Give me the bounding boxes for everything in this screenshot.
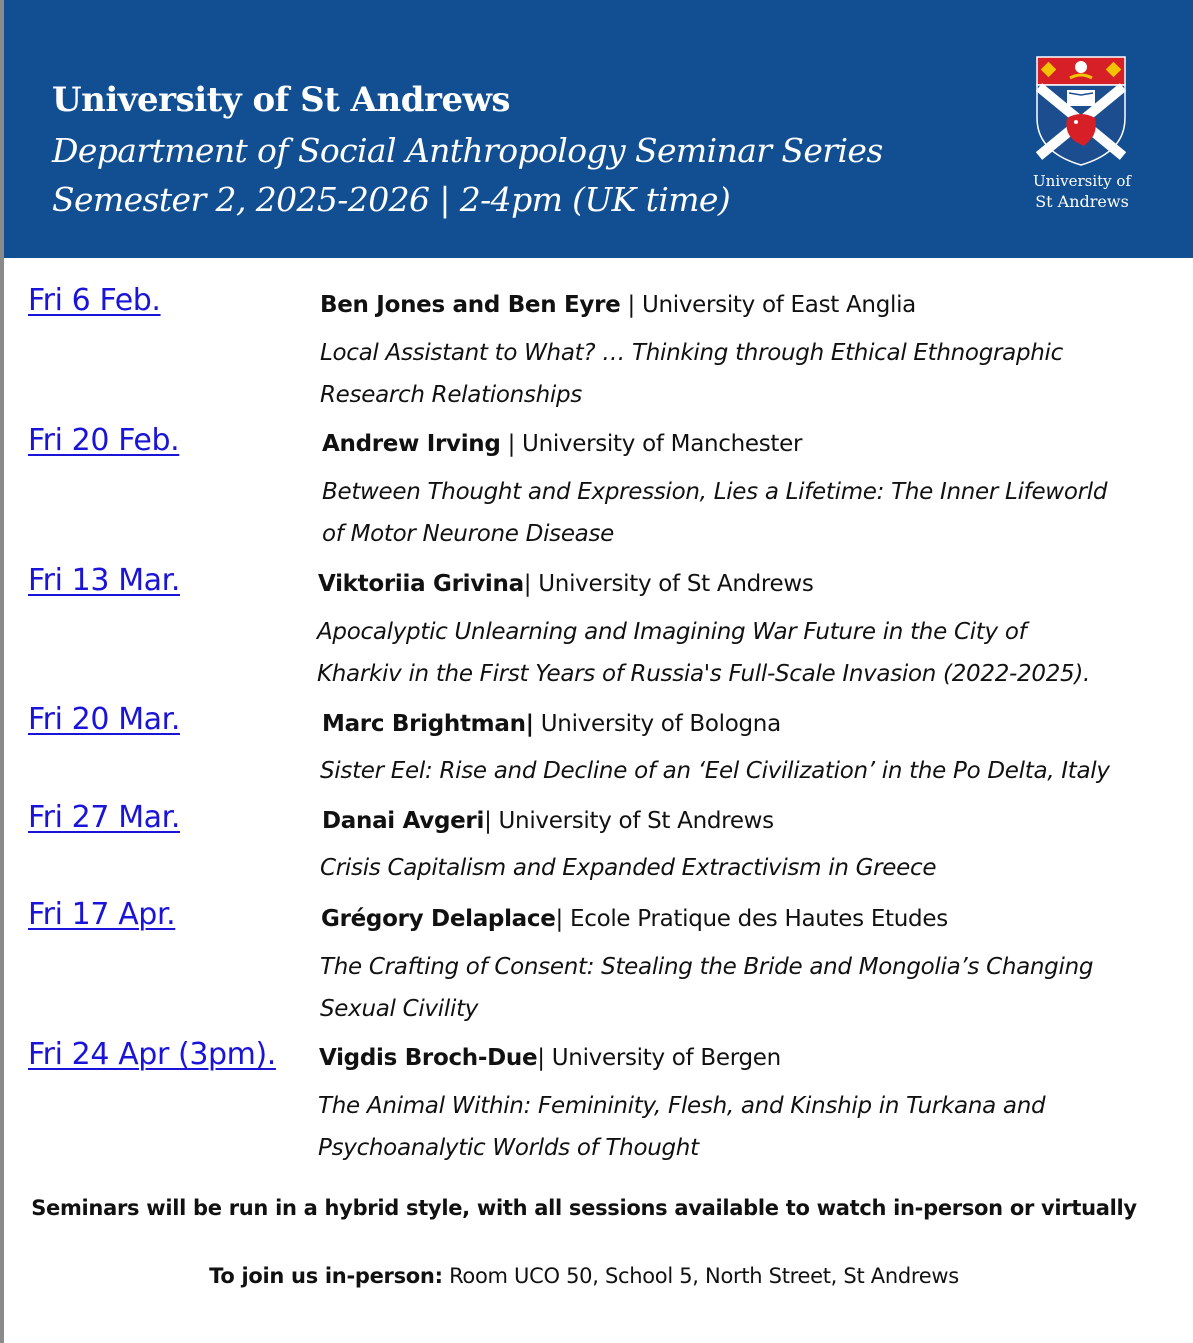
speaker-affiliation: | University of Bergen	[537, 1045, 781, 1071]
seminar-title	[317, 611, 1090, 695]
seminar-title	[320, 332, 1063, 416]
speaker-name: Grégory Delaplace	[321, 906, 556, 932]
speaker-name: Ben Jones and Ben Eyre	[320, 292, 621, 318]
crest-caption-line-1: University of	[1033, 172, 1131, 190]
title-line: Sexual Civility	[320, 996, 479, 1022]
speaker-name: Vigdis Broch-Due	[319, 1045, 538, 1071]
join-in-person-line	[4, 1264, 1164, 1288]
seminar-title	[320, 946, 1093, 1030]
seminar-speaker-line	[322, 711, 781, 737]
speaker-name: Andrew Irving	[322, 431, 501, 457]
seminar-speaker-line	[319, 1045, 781, 1071]
seminar-date-link[interactable]: Fri 20 Mar.	[28, 702, 180, 737]
title-line: Sister Eel: Rise and Decline of an ‘Eel Civilization’ in the Po Delta, Italy	[320, 758, 1110, 784]
speaker-affiliation: | University of Manchester	[500, 431, 803, 457]
seminar-speaker-line	[322, 431, 802, 457]
title-line: Crisis Capitalism and Expanded Extractivism in Greece	[320, 855, 937, 881]
header-banner	[4, 0, 1193, 258]
title-line: Apocalyptic Unlearning and Imagining War Future in the City of	[317, 619, 1027, 645]
title-line: Between Thought and Expression, Lies a Lifetime: The Inner Lifeworld	[322, 479, 1108, 505]
seminar-title	[322, 471, 1107, 555]
title-line: of Motor Neurone Disease	[322, 521, 615, 547]
hybrid-note: Seminars will be run in a hybrid style, with all sessions available to watch in-person or virtually	[31, 1196, 1137, 1220]
title-line: The Crafting of Consent: Stealing the Bride and Mongolia’s Changing	[320, 954, 1094, 980]
speaker-affiliation: | University of St Andrews	[484, 808, 774, 834]
speaker-affiliation: | University of East Anglia	[620, 292, 916, 318]
crest-caption-line-2: St Andrews	[1035, 192, 1129, 211]
university-title: University of St Andrews	[52, 80, 511, 120]
title-line: The Animal Within: Femininity, Flesh, and Kinship in Turkana and	[318, 1093, 1046, 1119]
seminar-speaker-line	[318, 571, 814, 597]
seminar-title	[320, 750, 1110, 792]
seminar-speaker-line	[322, 808, 774, 834]
speaker-name: Marc Brightman|	[322, 711, 534, 737]
speaker-name: Viktoriia Grivina	[318, 571, 524, 597]
title-line: Local Assistant to What? … Thinking through Ethical Ethnographic	[320, 340, 1063, 366]
join-location: Room UCO 50, School 5, North Street, St Andrews	[442, 1264, 959, 1288]
seminar-date-link[interactable]: Fri 20 Feb.	[28, 423, 180, 458]
speaker-affiliation: | University of St Andrews	[523, 571, 814, 597]
seminar-title	[318, 1085, 1045, 1169]
seminar-title	[320, 847, 936, 889]
university-crest-logo	[1036, 56, 1126, 166]
title-line: Research Relationships	[320, 382, 582, 408]
seminar-date-link[interactable]: Fri 27 Mar.	[28, 800, 180, 835]
title-line: Psychoanalytic Worlds of Thought	[318, 1135, 699, 1161]
semester-subtitle: Semester 2, 2025-2026 | 2-4pm (UK time)	[52, 180, 731, 219]
speaker-name: Danai Avgeri	[322, 808, 485, 834]
seminar-date-link[interactable]: Fri 24 Apr (3pm).	[28, 1037, 276, 1072]
seminar-speaker-line	[321, 906, 948, 932]
seminar-date-link[interactable]: Fri 6 Feb.	[28, 283, 161, 318]
seminar-date-link[interactable]: Fri 17 Apr.	[28, 897, 176, 932]
seminar-speaker-line	[320, 292, 916, 318]
speaker-affiliation: University of Bologna	[533, 711, 781, 737]
department-subtitle: Department of Social Anthropology Seminar Series	[52, 131, 883, 170]
join-label: To join us in-person:	[209, 1264, 443, 1288]
title-line: Kharkiv in the First Years of Russia's Full-Scale Invasion (2022-2025).	[317, 661, 1091, 687]
speaker-affiliation: | Ecole Pratique des Hautes Etudes	[555, 906, 948, 932]
seminar-date-link[interactable]: Fri 13 Mar.	[28, 563, 180, 598]
